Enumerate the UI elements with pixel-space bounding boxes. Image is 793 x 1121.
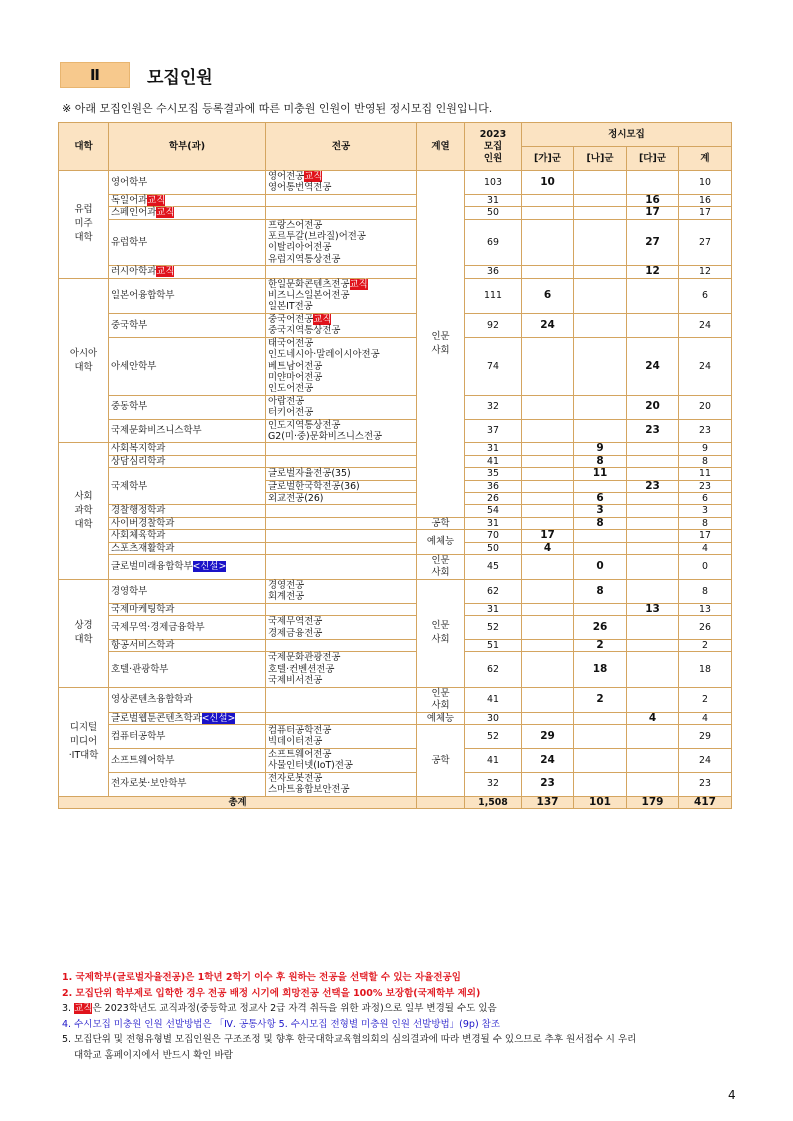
total-cell: 29 <box>679 725 732 749</box>
dept-cell: 소프트웨어학부 <box>109 748 266 772</box>
quota-cell: 50 <box>465 542 522 554</box>
college-cell: 유럽 미주 대학 <box>59 171 109 279</box>
ga-cell <box>522 194 574 206</box>
quota-cell: 74 <box>465 337 522 395</box>
header-dept: 학부(과) <box>109 123 266 171</box>
na-cell: 6 <box>574 492 627 504</box>
quota-cell: 37 <box>465 419 522 443</box>
na-cell <box>574 419 627 443</box>
quota-cell: 36 <box>465 266 522 278</box>
dept-cell: 경영학부 <box>109 580 266 604</box>
da-cell <box>627 616 679 640</box>
field-cell: 공학 <box>417 517 465 529</box>
total-cell: 6 <box>679 492 732 504</box>
da-cell: 4 <box>627 712 679 724</box>
major-cell <box>266 640 417 652</box>
total-cell: 17 <box>679 207 732 219</box>
dept-cell: 사회체육학과 <box>109 530 266 542</box>
da-cell: 17 <box>627 207 679 219</box>
na-cell <box>574 266 627 278</box>
ga-cell <box>522 640 574 652</box>
quota-cell: 50 <box>465 207 522 219</box>
ga-cell <box>522 517 574 529</box>
na-cell <box>574 772 627 796</box>
ga-cell: 24 <box>522 748 574 772</box>
da-cell <box>627 555 679 580</box>
table-row <box>59 171 732 195</box>
total-quota: 1,508 <box>465 796 522 808</box>
teacher-tag: 교직 <box>156 266 175 278</box>
table-row <box>59 652 732 687</box>
section-title: 모집인원 <box>147 68 213 88</box>
table-row <box>59 725 732 749</box>
da-cell: 16 <box>627 194 679 206</box>
major-cell: 태국어전공 인도네시아·말레이시아전공 베트남어전공 미얀마어전공 인도어전공 <box>266 337 417 395</box>
na-cell: 18 <box>574 652 627 687</box>
na-cell <box>574 480 627 492</box>
dept-cell: 중국학부 <box>109 313 266 337</box>
major-cell: 글로벌자율전공(35) <box>266 468 417 480</box>
total-row <box>59 796 732 808</box>
quota-cell: 30 <box>465 712 522 724</box>
ga-cell <box>522 266 574 278</box>
na-cell: 11 <box>574 468 627 480</box>
total-sum: 417 <box>679 796 732 808</box>
dept-cell: 국제무역·경제금융학부 <box>109 616 266 640</box>
total-cell: 9 <box>679 443 732 455</box>
page-number: 4 <box>728 1088 736 1102</box>
na-cell: 0 <box>574 555 627 580</box>
quota-cell: 52 <box>465 616 522 640</box>
major-cell: 글로벌한국학전공(36) <box>266 480 417 492</box>
table-row <box>59 616 732 640</box>
da-cell <box>627 725 679 749</box>
table-row <box>59 712 732 724</box>
field-cell: 예체능 <box>417 712 465 724</box>
total-cell: 24 <box>679 313 732 337</box>
header-total: 계 <box>679 147 732 171</box>
total-cell: 2 <box>679 687 732 712</box>
ga-cell <box>522 555 574 580</box>
ga-cell: 6 <box>522 278 574 313</box>
total-cell: 8 <box>679 455 732 467</box>
total-cell: 13 <box>679 603 732 615</box>
teacher-tag: 교직 <box>304 171 323 182</box>
header-field: 계열 <box>417 123 465 171</box>
na-cell <box>574 725 627 749</box>
field-cell: 인문 사회 <box>417 555 465 580</box>
table-row <box>59 266 732 278</box>
total-field-cell <box>417 796 465 808</box>
ga-cell <box>522 443 574 455</box>
table-row <box>59 278 732 313</box>
total-na: 101 <box>574 796 627 808</box>
major-cell <box>266 517 417 529</box>
table-row <box>59 455 732 467</box>
da-cell <box>627 748 679 772</box>
dept-cell: 경찰행정학과 <box>109 505 266 517</box>
dept-cell: 독일어과교직 <box>109 194 266 206</box>
major-cell: 인도지역통상전공 G2(미·중)문화비즈니스전공 <box>266 419 417 443</box>
major-cell <box>266 455 417 467</box>
table-row <box>59 687 732 712</box>
table-row <box>59 772 732 796</box>
table-row <box>59 419 732 443</box>
ga-cell <box>522 687 574 712</box>
dept-cell: 러시아학과교직 <box>109 266 266 278</box>
table-row <box>59 517 732 529</box>
na-cell <box>574 171 627 195</box>
table-row <box>59 194 732 206</box>
major-cell: 컴퓨터공학전공 빅데이터전공 <box>266 725 417 749</box>
major-cell <box>266 542 417 554</box>
da-cell: 23 <box>627 419 679 443</box>
total-cell: 11 <box>679 468 732 480</box>
na-cell <box>574 748 627 772</box>
major-cell: 외교전공(26) <box>266 492 417 504</box>
footnote-1: 1. 국제학부(글로벌자율전공)은 1학년 2학기 이수 후 원하는 전공을 선택할 수 있는 자율전공임 <box>62 972 461 983</box>
quota-cell: 32 <box>465 395 522 419</box>
ga-cell: 10 <box>522 171 574 195</box>
na-cell <box>574 337 627 395</box>
intro-note: ※ 아래 모집인원은 수시모집 등록결과에 따른 미충원 인원이 반영된 정시모집 인원입니다. <box>62 102 493 115</box>
quota-cell: 69 <box>465 219 522 266</box>
na-cell <box>574 194 627 206</box>
da-cell <box>627 687 679 712</box>
da-cell <box>627 580 679 604</box>
quota-cell: 103 <box>465 171 522 195</box>
table-row <box>59 443 732 455</box>
quota-cell: 41 <box>465 687 522 712</box>
major-cell <box>266 530 417 542</box>
ga-cell <box>522 455 574 467</box>
teacher-tag: 교직 <box>156 207 175 219</box>
dept-cell: 중동학부 <box>109 395 266 419</box>
field-cell: 예체능 <box>417 530 465 555</box>
table-row <box>59 313 732 337</box>
dept-cell: 항공서비스학과 <box>109 640 266 652</box>
na-cell: 26 <box>574 616 627 640</box>
footnote-4: 4. 수시모집 미충원 인원 선발방법은 「Ⅳ. 공통사항 5. 수시모집 전형별 미충원 인원 선발방법」(9p) 참조 <box>62 1018 501 1030</box>
quota-cell: 62 <box>465 652 522 687</box>
major-cell: 국제무역전공 경제금융전공 <box>266 616 417 640</box>
college-cell: 상경 대학 <box>59 580 109 688</box>
header-jeongsi: 정시모집 <box>522 123 732 147</box>
total-cell: 2 <box>679 640 732 652</box>
quota-cell: 51 <box>465 640 522 652</box>
dept-cell: 컴퓨터공학부 <box>109 725 266 749</box>
major-cell: 전자로봇전공 스마트융합보안전공 <box>266 772 417 796</box>
major-cell <box>266 603 417 615</box>
na-cell: 8 <box>574 517 627 529</box>
major-cell <box>266 194 417 206</box>
da-cell: 27 <box>627 219 679 266</box>
college-cell: 디지털 미디어 ·IT대학 <box>59 687 109 796</box>
ga-cell <box>522 468 574 480</box>
na-cell: 3 <box>574 505 627 517</box>
na-cell: 8 <box>574 455 627 467</box>
ga-cell <box>522 580 574 604</box>
total-cell: 12 <box>679 266 732 278</box>
table-row <box>59 219 732 266</box>
total-cell: 23 <box>679 419 732 443</box>
dept-cell: 스포츠재활학과 <box>109 542 266 554</box>
header-major: 전공 <box>266 123 417 171</box>
dept-cell: 사이버경찰학과 <box>109 517 266 529</box>
quota-cell: 92 <box>465 313 522 337</box>
new-tag: <신설> <box>201 712 236 724</box>
dept-cell: 일본어융합학부 <box>109 278 266 313</box>
total-cell: 16 <box>679 194 732 206</box>
total-cell: 26 <box>679 616 732 640</box>
da-cell <box>627 313 679 337</box>
header-na: [나]군 <box>574 147 627 171</box>
footnote-5: 5. 모집단위 및 전형유형별 모집인원은 구조조정 및 향후 한국대학교육협의회의 심의결과에 따라 변경될 수 있으므로 추후 원서접수 시 우리 대학교 홈페이지에서 반드시 확인 바람 <box>62 1034 637 1061</box>
major-cell: 경영전공 회계전공 <box>266 580 417 604</box>
total-cell: 24 <box>679 748 732 772</box>
ga-cell <box>522 395 574 419</box>
total-ga: 137 <box>522 796 574 808</box>
dept-cell: 사회복지학과 <box>109 443 266 455</box>
total-cell: 20 <box>679 395 732 419</box>
total-label: 총계 <box>59 796 417 808</box>
dept-cell: 국제학부 <box>109 468 266 505</box>
ga-cell: 29 <box>522 725 574 749</box>
quota-cell: 41 <box>465 748 522 772</box>
ga-cell <box>522 480 574 492</box>
footnotes <box>62 970 742 1064</box>
table-row <box>59 530 732 542</box>
dept-cell: 스페인어과교직 <box>109 207 266 219</box>
major-cell: 프랑스어전공 포르투갈(브라질)어전공 이탈리아어전공 유럽지역통상전공 <box>266 219 417 266</box>
total-cell: 4 <box>679 712 732 724</box>
total-cell: 23 <box>679 772 732 796</box>
quota-cell: 26 <box>465 492 522 504</box>
dept-cell: 국제마케팅학과 <box>109 603 266 615</box>
quota-cell: 32 <box>465 772 522 796</box>
na-cell <box>574 712 627 724</box>
table-row <box>59 207 732 219</box>
new-tag: <신설> <box>192 561 227 573</box>
da-cell <box>627 772 679 796</box>
na-cell: 8 <box>574 580 627 604</box>
na-cell <box>574 313 627 337</box>
da-cell: 13 <box>627 603 679 615</box>
total-cell: 6 <box>679 278 732 313</box>
teacher-tag: 교직 <box>313 313 332 325</box>
dept-cell: 글로벌미래융합학부<신설> <box>109 555 266 580</box>
da-cell: 20 <box>627 395 679 419</box>
na-cell: 2 <box>574 640 627 652</box>
total-cell: 10 <box>679 171 732 195</box>
quota-cell: 36 <box>465 480 522 492</box>
table-row <box>59 640 732 652</box>
major-cell <box>266 505 417 517</box>
da-cell <box>627 171 679 195</box>
da-cell <box>627 505 679 517</box>
total-cell: 4 <box>679 542 732 554</box>
major-cell <box>266 207 417 219</box>
total-cell: 23 <box>679 480 732 492</box>
da-cell <box>627 278 679 313</box>
da-cell <box>627 455 679 467</box>
total-da: 179 <box>627 796 679 808</box>
ga-cell <box>522 492 574 504</box>
ga-cell <box>522 712 574 724</box>
dept-cell: 전자로봇·보안학부 <box>109 772 266 796</box>
da-cell <box>627 468 679 480</box>
ga-cell <box>522 616 574 640</box>
footnote-3: 3. 교직은 2023학년도 교직과정(중등학교 정교사 2급 자격 취득을 위한 과정)으로 일부 변경될 수도 있음 <box>62 1003 497 1015</box>
major-cell: 영어전공교직 영어통번역전공 <box>266 171 417 195</box>
da-cell <box>627 542 679 554</box>
ga-cell <box>522 603 574 615</box>
quota-cell: 111 <box>465 278 522 313</box>
major-cell <box>266 443 417 455</box>
header-college: 대학 <box>59 123 109 171</box>
na-cell <box>574 278 627 313</box>
total-cell: 3 <box>679 505 732 517</box>
field-cell: 인문 사회 <box>417 171 465 518</box>
major-cell: 중국어전공교직 중국지역통상전공 <box>266 313 417 337</box>
table-row <box>59 395 732 419</box>
na-cell: 9 <box>574 443 627 455</box>
ga-cell <box>522 219 574 266</box>
dept-cell: 호텔·관광학부 <box>109 652 266 687</box>
dept-cell: 영어학부 <box>109 171 266 195</box>
total-cell: 27 <box>679 219 732 266</box>
ga-cell <box>522 652 574 687</box>
section-number-box: Ⅱ <box>60 62 130 88</box>
table-row <box>59 505 732 517</box>
table-row <box>59 748 732 772</box>
table-row <box>59 468 732 480</box>
ga-cell <box>522 337 574 395</box>
quota-cell: 54 <box>465 505 522 517</box>
total-cell: 8 <box>679 580 732 604</box>
na-cell <box>574 219 627 266</box>
teacher-tag: 교직 <box>74 1003 93 1015</box>
header-quota2023: 2023 모집 인원 <box>465 123 522 171</box>
quota-table <box>58 122 732 809</box>
na-cell <box>574 207 627 219</box>
college-cell: 사회 과학 대학 <box>59 443 109 580</box>
table-row <box>59 555 732 580</box>
da-cell <box>627 443 679 455</box>
da-cell: 12 <box>627 266 679 278</box>
table-row <box>59 603 732 615</box>
na-cell <box>574 395 627 419</box>
quota-cell: 31 <box>465 517 522 529</box>
header-da: [다]군 <box>627 147 679 171</box>
quota-cell: 31 <box>465 194 522 206</box>
ga-cell <box>522 505 574 517</box>
ga-cell <box>522 207 574 219</box>
total-cell: 17 <box>679 530 732 542</box>
table-row <box>59 542 732 554</box>
da-cell <box>627 517 679 529</box>
quota-cell: 41 <box>465 455 522 467</box>
table-row <box>59 580 732 604</box>
quota-cell: 62 <box>465 580 522 604</box>
quota-cell: 70 <box>465 530 522 542</box>
table-row <box>59 337 732 395</box>
major-cell <box>266 266 417 278</box>
quota-cell: 31 <box>465 443 522 455</box>
ga-cell <box>522 419 574 443</box>
footnote-2: 2. 모집단위 학부제로 입학한 경우 전공 배정 시기에 희망전공 선택을 100% 보장함(국제학부 제외) <box>62 987 481 999</box>
dept-cell: 유럽학부 <box>109 219 266 266</box>
major-cell: 소프트웨어전공 사물인터넷(IoT)전공 <box>266 748 417 772</box>
da-cell <box>627 640 679 652</box>
da-cell: 23 <box>627 480 679 492</box>
major-cell <box>266 555 417 580</box>
college-cell: 아시아 대학 <box>59 278 109 443</box>
total-cell: 0 <box>679 555 732 580</box>
total-cell: 24 <box>679 337 732 395</box>
ga-cell: 4 <box>522 542 574 554</box>
quota-cell: 45 <box>465 555 522 580</box>
quota-cell: 52 <box>465 725 522 749</box>
quota-cell: 35 <box>465 468 522 480</box>
dept-cell: 상담심리학과 <box>109 455 266 467</box>
major-cell <box>266 712 417 724</box>
major-cell <box>266 687 417 712</box>
da-cell <box>627 652 679 687</box>
ga-cell: 24 <box>522 313 574 337</box>
header-ga: [가]군 <box>522 147 574 171</box>
quota-cell: 31 <box>465 603 522 615</box>
major-cell: 아랍전공 터키어전공 <box>266 395 417 419</box>
dept-cell: 글로벌웹툰콘텐츠학과<신설> <box>109 712 266 724</box>
total-cell: 18 <box>679 652 732 687</box>
major-cell: 한일문화콘텐츠전공교직 비즈니스일본어전공 일본IT전공 <box>266 278 417 313</box>
field-cell: 인문 사회 <box>417 687 465 712</box>
ga-cell: 23 <box>522 772 574 796</box>
major-cell: 국제문화관광전공 호텔·컨벤션전공 국제비서전공 <box>266 652 417 687</box>
field-cell: 공학 <box>417 725 465 796</box>
da-cell <box>627 530 679 542</box>
dept-cell: 국제문화비즈니스학부 <box>109 419 266 443</box>
na-cell <box>574 603 627 615</box>
teacher-tag: 교직 <box>349 278 368 290</box>
da-cell: 24 <box>627 337 679 395</box>
teacher-tag: 교직 <box>147 194 166 206</box>
na-cell <box>574 530 627 542</box>
dept-cell: 아세안학부 <box>109 337 266 395</box>
total-cell: 8 <box>679 517 732 529</box>
ga-cell: 17 <box>522 530 574 542</box>
field-cell: 인문 사회 <box>417 580 465 688</box>
na-cell <box>574 542 627 554</box>
na-cell: 2 <box>574 687 627 712</box>
dept-cell: 영상콘텐츠융합학과 <box>109 687 266 712</box>
da-cell <box>627 492 679 504</box>
